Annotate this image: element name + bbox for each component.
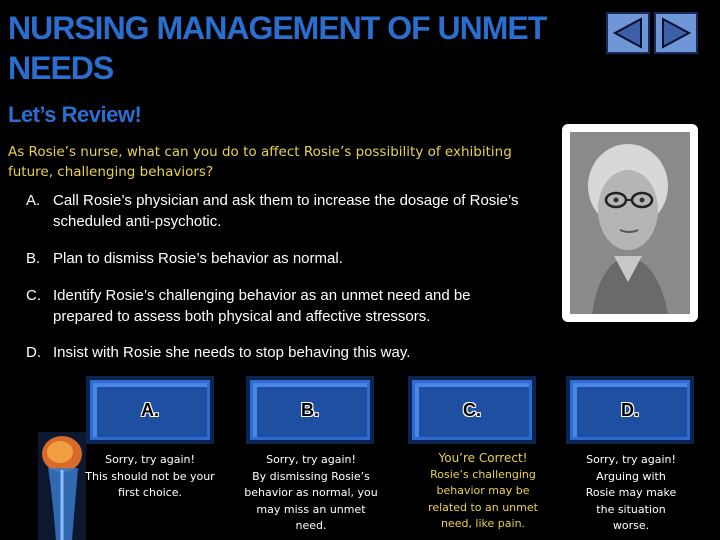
option-text-cont: prepared to assess both physical and affective stressors. xyxy=(53,308,431,325)
patient-photo xyxy=(562,124,698,322)
option-text-cont: scheduled anti-psychotic. xyxy=(53,213,222,230)
feedback-d xyxy=(570,452,692,535)
feedback-a xyxy=(80,452,220,502)
brain-anatomy-image xyxy=(38,432,86,540)
next-button[interactable] xyxy=(654,12,698,54)
option-d xyxy=(26,342,410,363)
option-a xyxy=(26,190,519,232)
feedback-b xyxy=(238,452,384,535)
triangle-left-icon xyxy=(611,16,645,50)
answer-label: C. xyxy=(463,399,481,420)
option-letter: C. xyxy=(26,287,41,304)
feedback-line: may miss an unmet xyxy=(256,502,366,516)
feedback-line: first choice. xyxy=(117,486,183,499)
feedback-line: Arguing with xyxy=(596,469,666,483)
feedback-line: Rosie may make xyxy=(585,486,677,499)
option-b xyxy=(26,248,343,269)
feedback-line: worse. xyxy=(612,519,650,532)
option-letter: D. xyxy=(26,344,41,361)
option-letter: A. xyxy=(26,192,41,209)
feedback-c xyxy=(410,450,556,533)
slide-title: NURSING MANAGEMENT OF UNMET NEEDS xyxy=(8,10,547,86)
option-text: Plan to dismiss Rosie’s behavior as normal. xyxy=(53,250,343,267)
option-letter: B. xyxy=(26,250,41,267)
triangle-right-icon xyxy=(659,16,693,50)
feedback-line: need, like pain. xyxy=(440,517,526,530)
question-text: As Rosie’s nurse, what can you do to affect Rosie’s possibility of exhibiting future, challenging behaviors? xyxy=(8,144,512,180)
answer-label: A. xyxy=(141,399,159,420)
feedback-line: related to an unmet xyxy=(428,500,538,514)
feedback-line: behavior as normal, you xyxy=(244,486,378,499)
nav-controls xyxy=(606,12,698,54)
feedback-line: Rosie’s challenging xyxy=(430,467,536,481)
feedback-title: You’re Correct! xyxy=(438,451,528,465)
feedback-line: This should not be your xyxy=(85,469,215,483)
option-text: Identify Rosie’s challenging behavior as an unmet need and be xyxy=(53,287,471,304)
prev-button[interactable] xyxy=(606,12,650,54)
answer-c-button[interactable] xyxy=(408,376,536,444)
feedback-line: Sorry, try again! xyxy=(105,453,195,466)
answer-label: B. xyxy=(301,399,319,420)
slide-subtitle: Let’s Review! xyxy=(8,102,142,127)
answer-a-button[interactable] xyxy=(86,376,214,444)
answer-d-button[interactable] xyxy=(566,376,694,444)
feedback-line: need. xyxy=(295,519,327,532)
option-text: Call Rosie’s physician and ask them to increase the dosage of Rosie’s xyxy=(53,192,519,209)
feedback-line: Sorry, try again! xyxy=(586,453,676,466)
answer-label: D. xyxy=(621,399,639,420)
feedback-line: Sorry, try again! xyxy=(266,453,356,466)
option-text: Insist with Rosie she needs to stop behaving this way. xyxy=(53,344,411,361)
answer-b-button[interactable] xyxy=(246,376,374,444)
option-c xyxy=(26,285,471,327)
feedback-line: the situation xyxy=(596,502,666,516)
feedback-line: By dismissing Rosie’s xyxy=(252,469,370,483)
feedback-line: behavior may be xyxy=(436,484,530,497)
